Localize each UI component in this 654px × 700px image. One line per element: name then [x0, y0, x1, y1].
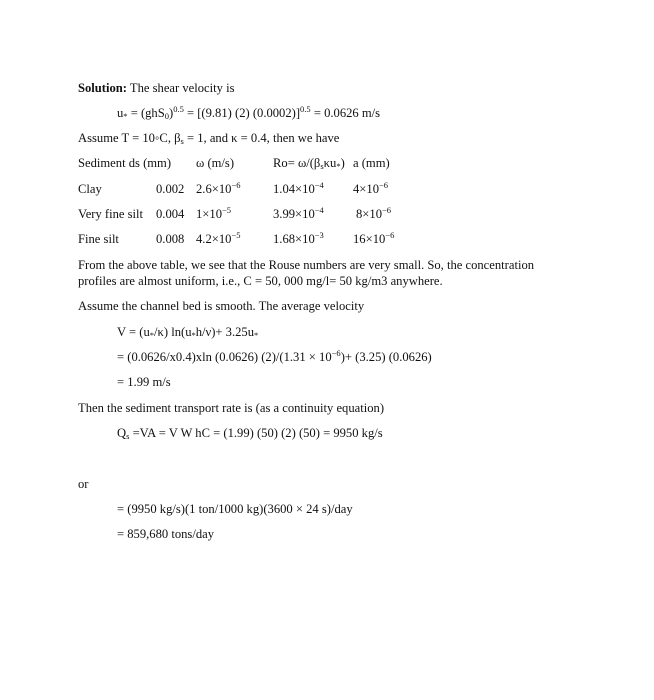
- assume-text-rest: = 1, and κ = 0.4, then we have: [183, 131, 340, 145]
- eq-close-paren: ): [169, 106, 174, 120]
- row-omega: $1\times 10^{-5}$: [196, 205, 232, 221]
- solution-label: Solution:: [78, 81, 127, 95]
- beta-subscript: s: [180, 136, 184, 146]
- paragraph-line-1: From the above table, we see that the Rouse numbers are very small. So, the concentration: [78, 258, 535, 272]
- solution-intro: The shear velocity is: [129, 81, 235, 95]
- row-omega: $4.2\times 10^{-5}$: [196, 230, 241, 246]
- row-name: Very fine silt: [78, 207, 144, 221]
- row-ds: 0.002: [156, 182, 185, 196]
- shear-velocity-result: = 0.0626 m/s: [310, 106, 381, 120]
- u-star-symbol: u: [117, 106, 124, 120]
- row-rouse: $1.04\times 10^{-4}$: [273, 180, 324, 196]
- exponent-1: 0.5: [173, 104, 184, 114]
- row-name: Clay: [78, 182, 102, 196]
- transport-equation: $Q_s =VA = V$ W hC = (1.99) (50) (2) (50) = 9950 kg/s: [117, 426, 383, 441]
- shear-velocity-equation: [117, 105, 380, 121]
- header-sediment-ds: Sediment ds (mm): [78, 156, 172, 170]
- header-a-mm: a (mm): [353, 156, 390, 170]
- transport-intro: Then the sediment transport rate is (as a continuity equation): [78, 401, 385, 415]
- u-star-subscript: *: [123, 111, 128, 121]
- header-rouse-number: $Ro= \omega/(\beta_s\kappa u_*)$: [273, 156, 345, 171]
- assume-text: Assume T = 10◦C, β: [78, 131, 181, 145]
- conversion-line-2: = 859,680 tons/day: [117, 527, 215, 541]
- or-text: or: [78, 477, 89, 491]
- row-name: Fine silt: [78, 232, 119, 246]
- row-rouse: $3.99\times 10^{-4}$: [273, 205, 324, 221]
- header-omega: ω (m/s): [196, 156, 235, 170]
- exponent-2: 0.5: [300, 104, 311, 114]
- velocity-formula: $V = (u_*/\kappa)$ $\ln(u_*h/\nu)+ 3.25u_*$: [117, 325, 259, 340]
- velocity-substitution: = (0.0626/x0.4)xln (0.0626) $(2)/(1.31 \times 10^{-6})+ (3.25)$ (0.0626): [117, 348, 432, 364]
- conversion-line-1: = (9950 kg/s)(1 ton/1000 kg)(3600 × 24 s)/day: [117, 502, 353, 516]
- eq-part-2: = [(9.81) (2) (0.0002)]: [183, 106, 301, 120]
- row-a: $16\times 10^{-6}$: [353, 230, 395, 246]
- row-a: $8\times 10^{-6}$: [356, 205, 392, 221]
- solution-line: [78, 80, 235, 96]
- row-ds: 0.004: [156, 207, 185, 221]
- eq-part-1: = (ghS: [127, 106, 165, 120]
- row-ds: 0.008: [156, 232, 185, 246]
- row-a: $4\times 10^{-6}$: [353, 180, 389, 196]
- velocity-result: = 1.99 m/s: [117, 375, 171, 389]
- velocity-assumption: Assume the channel bed is smooth. The average velocity: [78, 299, 365, 313]
- row-omega: $2.6\times 10^{-6}$: [196, 180, 241, 196]
- s0-subscript: 0: [164, 111, 169, 121]
- paragraph-line-2: profiles are almost uniform, i.e., C = 50, 000 mg/l= 50 kg/m3 anywhere.: [78, 274, 443, 288]
- row-rouse: $1.68\times 10^{-3}$: [273, 230, 324, 246]
- assume-temperature-line: [78, 130, 339, 146]
